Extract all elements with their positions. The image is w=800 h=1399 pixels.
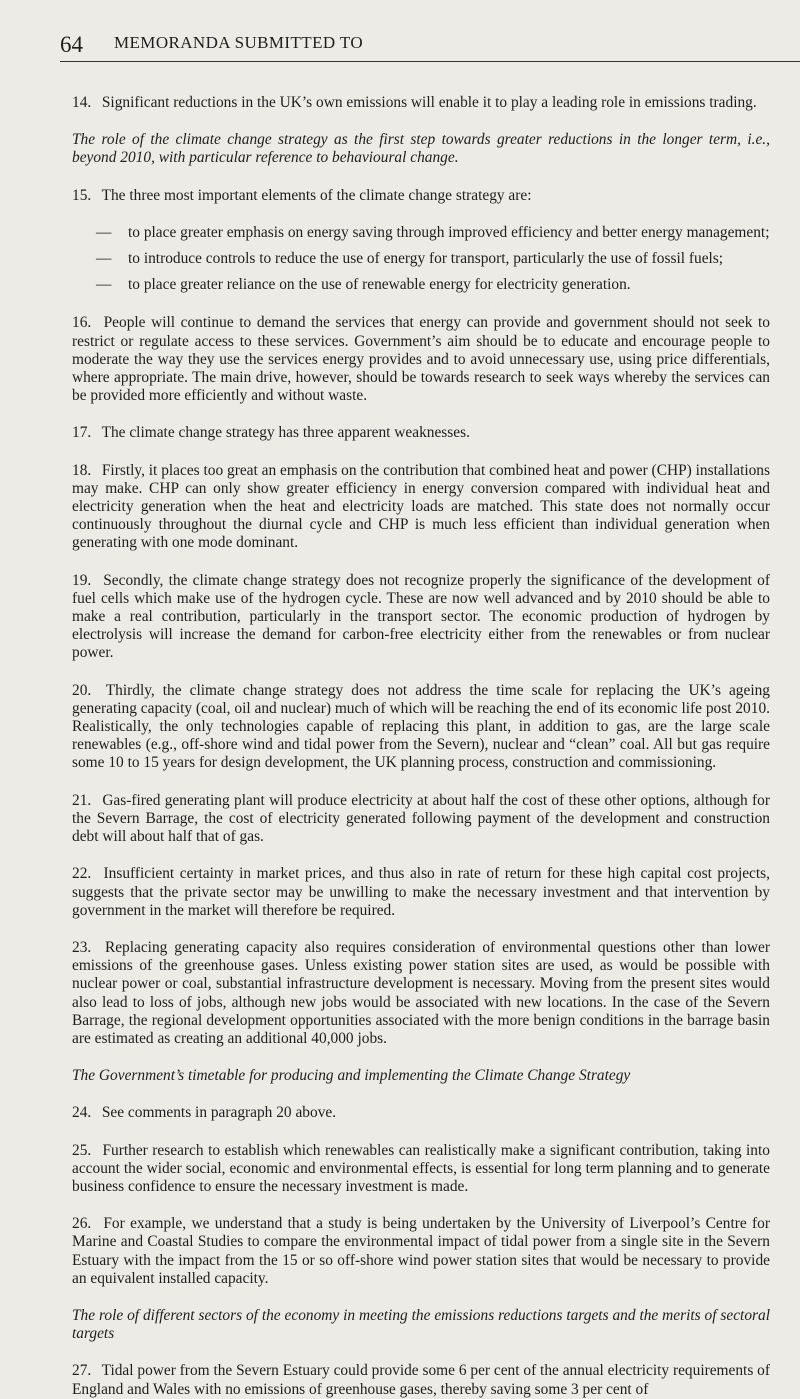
paragraph-number: 15. <box>72 186 92 204</box>
section-heading: The Government’s timetable for producing and implementing the Climate Change Strategy <box>72 1067 631 1085</box>
dash-marker: — <box>96 223 112 241</box>
paragraph-text: Insufficient certainty in market prices, and thus also in rate of return for these high capital cost projects, suggests that the private sector may be unwilling to make the necessary investment and that intervention by government in the market will therefore be required. <box>72 865 770 919</box>
paragraph-number: 16. <box>72 314 92 332</box>
paragraph-number: 17. <box>72 424 92 442</box>
dash-item-text: to place greater reliance on the use of renewable energy for electricity generation. <box>128 276 631 294</box>
paragraph-text: Replacing generating capacity also requires consideration of environmental questions other than lower emissions of the greenhouse gases. Unless existing power station sites are used, as would be possible with nuclear power or coal, substantial infrastructure development is necessary. Moving from the present sites would also lead to loss of jobs, although new jobs would be associated with new locations. In the case of the Severn Barrage, the regional development opportunities associated with the more benign conditions in the barrage basin are estimated as creating an additional 40,000 jobs. <box>72 938 771 1047</box>
page-number: 64 <box>60 32 83 57</box>
dash-item <box>72 224 770 242</box>
header-rule <box>60 61 800 62</box>
running-head: MEMORANDA SUBMITTED TO <box>114 33 364 52</box>
paragraph-number: 18. <box>72 461 92 479</box>
paragraph-text: Secondly, the climate change strategy does not recognize properly the significance of the development of fuel cells which make use of the hydrogen cycle. These are now well advanced and by 2010 should be able to make a real contribution, particularly in the transport sector. The economic production of hydrogen by electrolysis will increase the demand for carbon-free electricity either from the renewables or from nuclear power. <box>72 571 770 662</box>
paragraph-24 <box>72 1104 770 1122</box>
paragraph-number: 23. <box>72 938 92 956</box>
paragraph-18 <box>72 462 770 553</box>
dash-marker: — <box>96 250 112 268</box>
paragraph-text: For example, we understand that a study is being undertaken by the University of Liverpool’s Centre for Marine and Coastal Studies to compare the environmental impact of tidal power from a single site in the Severn Estuary with the impact from the 15 or so off-shore wind power station sites that would be necessary to provide an equivalent installed capacity. <box>72 1215 770 1287</box>
paragraph-14 <box>72 94 770 112</box>
paragraph-text: Significant reductions in the UK’s own emissions will enable it to play a leading role in emissions trading. <box>101 94 757 111</box>
paragraph-text: Tidal power from the Severn Estuary could provide some 6 per cent of the annual electricity requirements of England and Wales with no emissions of greenhouse gases, thereby saving some 3 per cent of <box>72 1362 770 1398</box>
dash-item-text: to place greater emphasis on energy saving through improved efficiency and better energy management; <box>128 223 770 241</box>
paragraph-number: 20. <box>72 681 92 699</box>
paragraph-text: See comments in paragraph 20 above. <box>101 1104 337 1122</box>
paragraph-text: Further research to establish which renewables can realistically make a significant contribution, taking into account the wider social, economic and environmental effects, is essential for long term planning and to generate business confidence to ensure the necessary investment is made. <box>72 1141 770 1195</box>
paragraph-text: Thirdly, the climate change strategy does not address the time scale for replacing the UK’s ageing generating capacity (coal, oil and nuclear) much of which will be reaching the end of its economic life post 2010. Realistically, the only technologies capable of replacing this plant, in addition to gas, are the large scale renewables (e.g., off-shore wind and tidal power from the Severn), nuclear and “clean” coal. All but gas require some 10 to 15 years for design development, the UK planning process, construction and commissioning. <box>72 681 770 772</box>
paragraph-22 <box>72 865 770 920</box>
paragraph-26 <box>72 1215 770 1288</box>
dash-marker: — <box>96 276 112 294</box>
page-header <box>60 0 770 57</box>
paragraph-number: 26. <box>72 1215 92 1233</box>
paragraph-text: Firstly, it places too great an emphasis on the contribution that combined heat and power (CHP) installations may make. CHP can only show greater efficiency in energy conversion compared with individual heat and electricity generation when the heat and electricity loads are matched. This state does not normally occur continuously throughout the diurnal cycle and CHP is much less efficient than individual generation when generating with one mode dominant. <box>72 461 770 552</box>
paragraph-number: 27. <box>72 1362 92 1380</box>
paragraph-text: People will continue to demand the services that energy can provide and government should not seek to restrict or regulate access to these services. Government’s aim should be to educate and encourage people to moderate the way they use the services energy provides and to avoid unnecessary use, using price differentials, where appropriate. The main drive, however, should be towards research to seek ways whereby the services can be provided more efficiently and without waste. <box>72 314 770 405</box>
paragraph-21 <box>72 792 770 847</box>
paragraph-number: 19. <box>72 571 92 589</box>
paragraph-number: 25. <box>72 1141 92 1159</box>
paragraph-text: The three most important elements of the climate change strategy are: <box>101 186 532 204</box>
paragraph-17 <box>72 424 770 442</box>
paragraph-23 <box>72 939 770 1048</box>
paragraph-19 <box>72 572 770 663</box>
paragraph-text: Gas-fired generating plant will produce electricity at about half the cost of these other options, although for the Severn Barrage, the cost of electricity generated following payment of the development and construction debt will about half that of gas. <box>72 791 770 846</box>
paragraph-15 <box>72 187 770 205</box>
paragraph-number: 22. <box>72 865 92 883</box>
paragraph-27 <box>72 1362 770 1398</box>
dash-item <box>72 276 770 294</box>
dash-item-text: to introduce controls to reduce the use of energy for transport, particularly the use of fossil fuels; <box>128 250 724 268</box>
section-heading: The role of different sectors of the economy in meeting the emissions reductions targets and the merits of sectoral targets <box>72 1306 770 1343</box>
paragraph-number: 21. <box>72 791 92 809</box>
paragraph-number: 24. <box>72 1104 92 1122</box>
paragraph-number: 14. <box>72 94 92 111</box>
section-heading: The role of the climate change strategy as the first step towards greater reductions in the longer term, i.e., beyond 2010, with particular reference to behavioural change. <box>72 131 770 167</box>
dash-item <box>72 250 770 268</box>
paragraph-16 <box>72 314 770 405</box>
paragraph-text: The climate change strategy has three apparent weaknesses. <box>101 424 470 442</box>
document-body <box>72 56 770 1399</box>
paragraph-20 <box>72 682 770 773</box>
